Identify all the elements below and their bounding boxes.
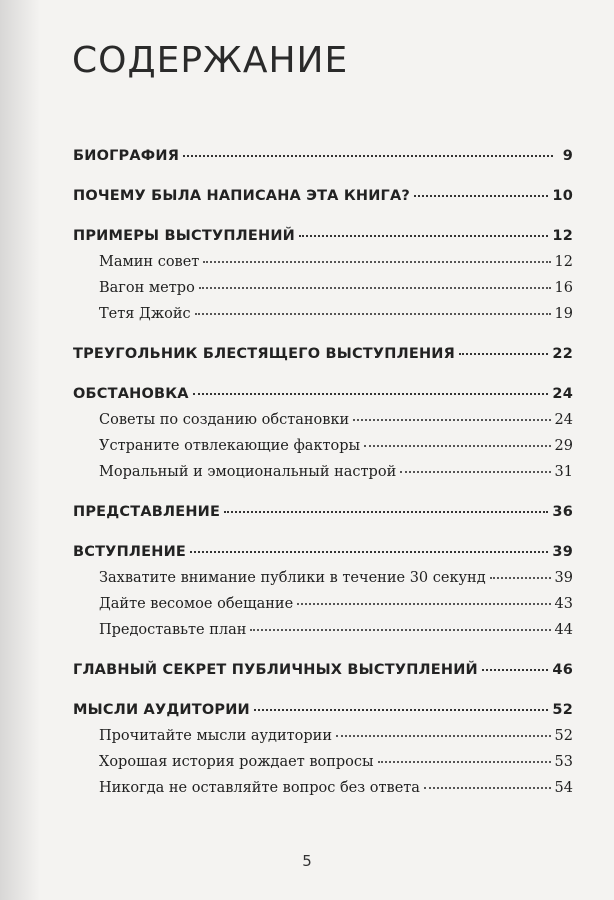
dot-leader: [424, 787, 551, 789]
toc-section-entry: [73, 306, 573, 332]
dot-leader: [183, 155, 553, 157]
toc-entry-page: 46: [552, 662, 573, 678]
toc-spacer: [73, 372, 573, 386]
toc-chapter-entry: [73, 188, 573, 214]
toc-section-entry: [73, 596, 573, 622]
toc-chapter-entry: [73, 148, 573, 174]
toc-entry-page: 52: [554, 728, 573, 744]
dot-leader: [199, 287, 551, 289]
toc-entry-page: 12: [554, 254, 573, 270]
toc-chapter-entry: [73, 544, 573, 570]
toc-spacer: [73, 332, 573, 346]
toc-entry-page: 24: [554, 412, 573, 428]
toc-entry-page: 31: [554, 464, 573, 480]
toc-spacer: [73, 214, 573, 228]
toc-section-entry: [73, 754, 573, 780]
toc-entry-label: Хорошая история рождает вопросы: [99, 754, 374, 770]
dot-leader: [459, 353, 548, 355]
toc-entry-label: Моральный и эмоциональный настрой: [99, 464, 397, 480]
toc-entry-label: БИОГРАФИЯ: [73, 148, 180, 164]
toc-entry-page: 39: [554, 570, 573, 586]
dot-leader: [336, 735, 551, 737]
dot-leader: [190, 551, 548, 553]
toc-spacer: [73, 688, 573, 702]
toc-section-entry: [73, 280, 573, 306]
toc-entry-label: Прочитайте мысли аудитории: [99, 728, 333, 744]
dot-leader: [364, 445, 550, 447]
dot-leader: [353, 419, 550, 421]
table-of-contents: [73, 148, 573, 806]
toc-spacer: [73, 648, 573, 662]
toc-section-entry: [73, 728, 573, 754]
toc-entry-page: 53: [554, 754, 573, 770]
dot-leader: [299, 235, 548, 237]
toc-entry-page: 52: [552, 702, 573, 718]
toc-section-entry: [73, 412, 573, 438]
dot-leader: [203, 261, 550, 263]
toc-chapter-entry: [73, 386, 573, 412]
toc-chapter-entry: [73, 504, 573, 530]
toc-entry-page: 22: [552, 346, 573, 362]
toc-entry-page: 12: [552, 228, 573, 244]
toc-entry-page: 16: [554, 280, 573, 296]
toc-entry-page: 9: [562, 148, 573, 164]
toc-chapter-entry: [73, 228, 573, 254]
dot-leader: [224, 511, 548, 513]
toc-entry-page: 19: [554, 306, 573, 322]
toc-section-entry: [73, 622, 573, 648]
toc-section-entry: [73, 438, 573, 464]
toc-section-entry: [73, 464, 573, 490]
toc-entry-page: 43: [554, 596, 573, 612]
toc-entry-page: 29: [554, 438, 573, 454]
dot-leader: [490, 577, 551, 579]
toc-entry-label: Никогда не оставляйте вопрос без ответа: [99, 780, 420, 796]
toc-section-entry: [73, 570, 573, 596]
toc-entry-page: 44: [554, 622, 573, 638]
dot-leader: [250, 629, 550, 631]
toc-entry-label: ТРЕУГОЛЬНИК БЛЕСТЯЩЕГО ВЫСТУПЛЕНИЯ: [73, 346, 455, 362]
toc-entry-label: Мамин совет: [99, 254, 200, 270]
toc-entry-page: 39: [552, 544, 573, 560]
dot-leader: [378, 761, 551, 763]
toc-entry-label: Тетя Джойс: [99, 306, 191, 322]
dot-leader: [482, 669, 549, 671]
toc-entry-page: 24: [552, 386, 573, 402]
toc-spacer: [73, 490, 573, 504]
dot-leader: [414, 195, 548, 197]
toc-section-entry: [73, 254, 573, 280]
toc-entry-label: Захватите внимание публики в течение 30 секунд: [99, 570, 486, 586]
toc-entry-label: Дайте весомое обещание: [99, 596, 294, 612]
dot-leader: [195, 313, 551, 315]
toc-entry-label: ПРЕДСТАВЛЕНИЕ: [73, 504, 221, 520]
dot-leader: [254, 709, 549, 711]
toc-entry-label: ПОЧЕМУ БЫЛА НАПИСАНА ЭТА КНИГА?: [73, 188, 411, 204]
toc-spacer: [73, 530, 573, 544]
toc-entry-page: 54: [554, 780, 573, 796]
toc-entry-label: ВСТУПЛЕНИЕ: [73, 544, 187, 560]
toc-chapter-entry: [73, 702, 573, 728]
toc-entry-label: Вагон метро: [99, 280, 195, 296]
page-number: 5: [302, 852, 312, 870]
toc-entry-label: Предоставьте план: [99, 622, 247, 638]
toc-entry-label: Устраните отвлекающие факторы: [99, 438, 361, 454]
toc-entry-label: Советы по созданию обстановки: [99, 412, 350, 428]
toc-section-entry: [73, 780, 573, 806]
dot-leader: [297, 603, 550, 605]
toc-entry-label: ОБСТАНОВКА: [73, 386, 189, 402]
toc-spacer: [73, 174, 573, 188]
toc-chapter-entry: [73, 346, 573, 372]
toc-entry-label: ГЛАВНЫЙ СЕКРЕТ ПУБЛИЧНЫХ ВЫСТУПЛЕНИЙ: [73, 662, 478, 678]
dot-leader: [193, 393, 549, 395]
toc-entry-page: 10: [552, 188, 573, 204]
page-title: СОДЕРЖАНИЕ: [72, 40, 349, 81]
toc-entry-label: ПРИМЕРЫ ВЫСТУПЛЕНИЙ: [73, 228, 296, 244]
toc-chapter-entry: [73, 662, 573, 688]
toc-entry-label: МЫСЛИ АУДИТОРИИ: [73, 702, 250, 718]
dot-leader: [400, 471, 550, 473]
toc-entry-page: 36: [552, 504, 573, 520]
